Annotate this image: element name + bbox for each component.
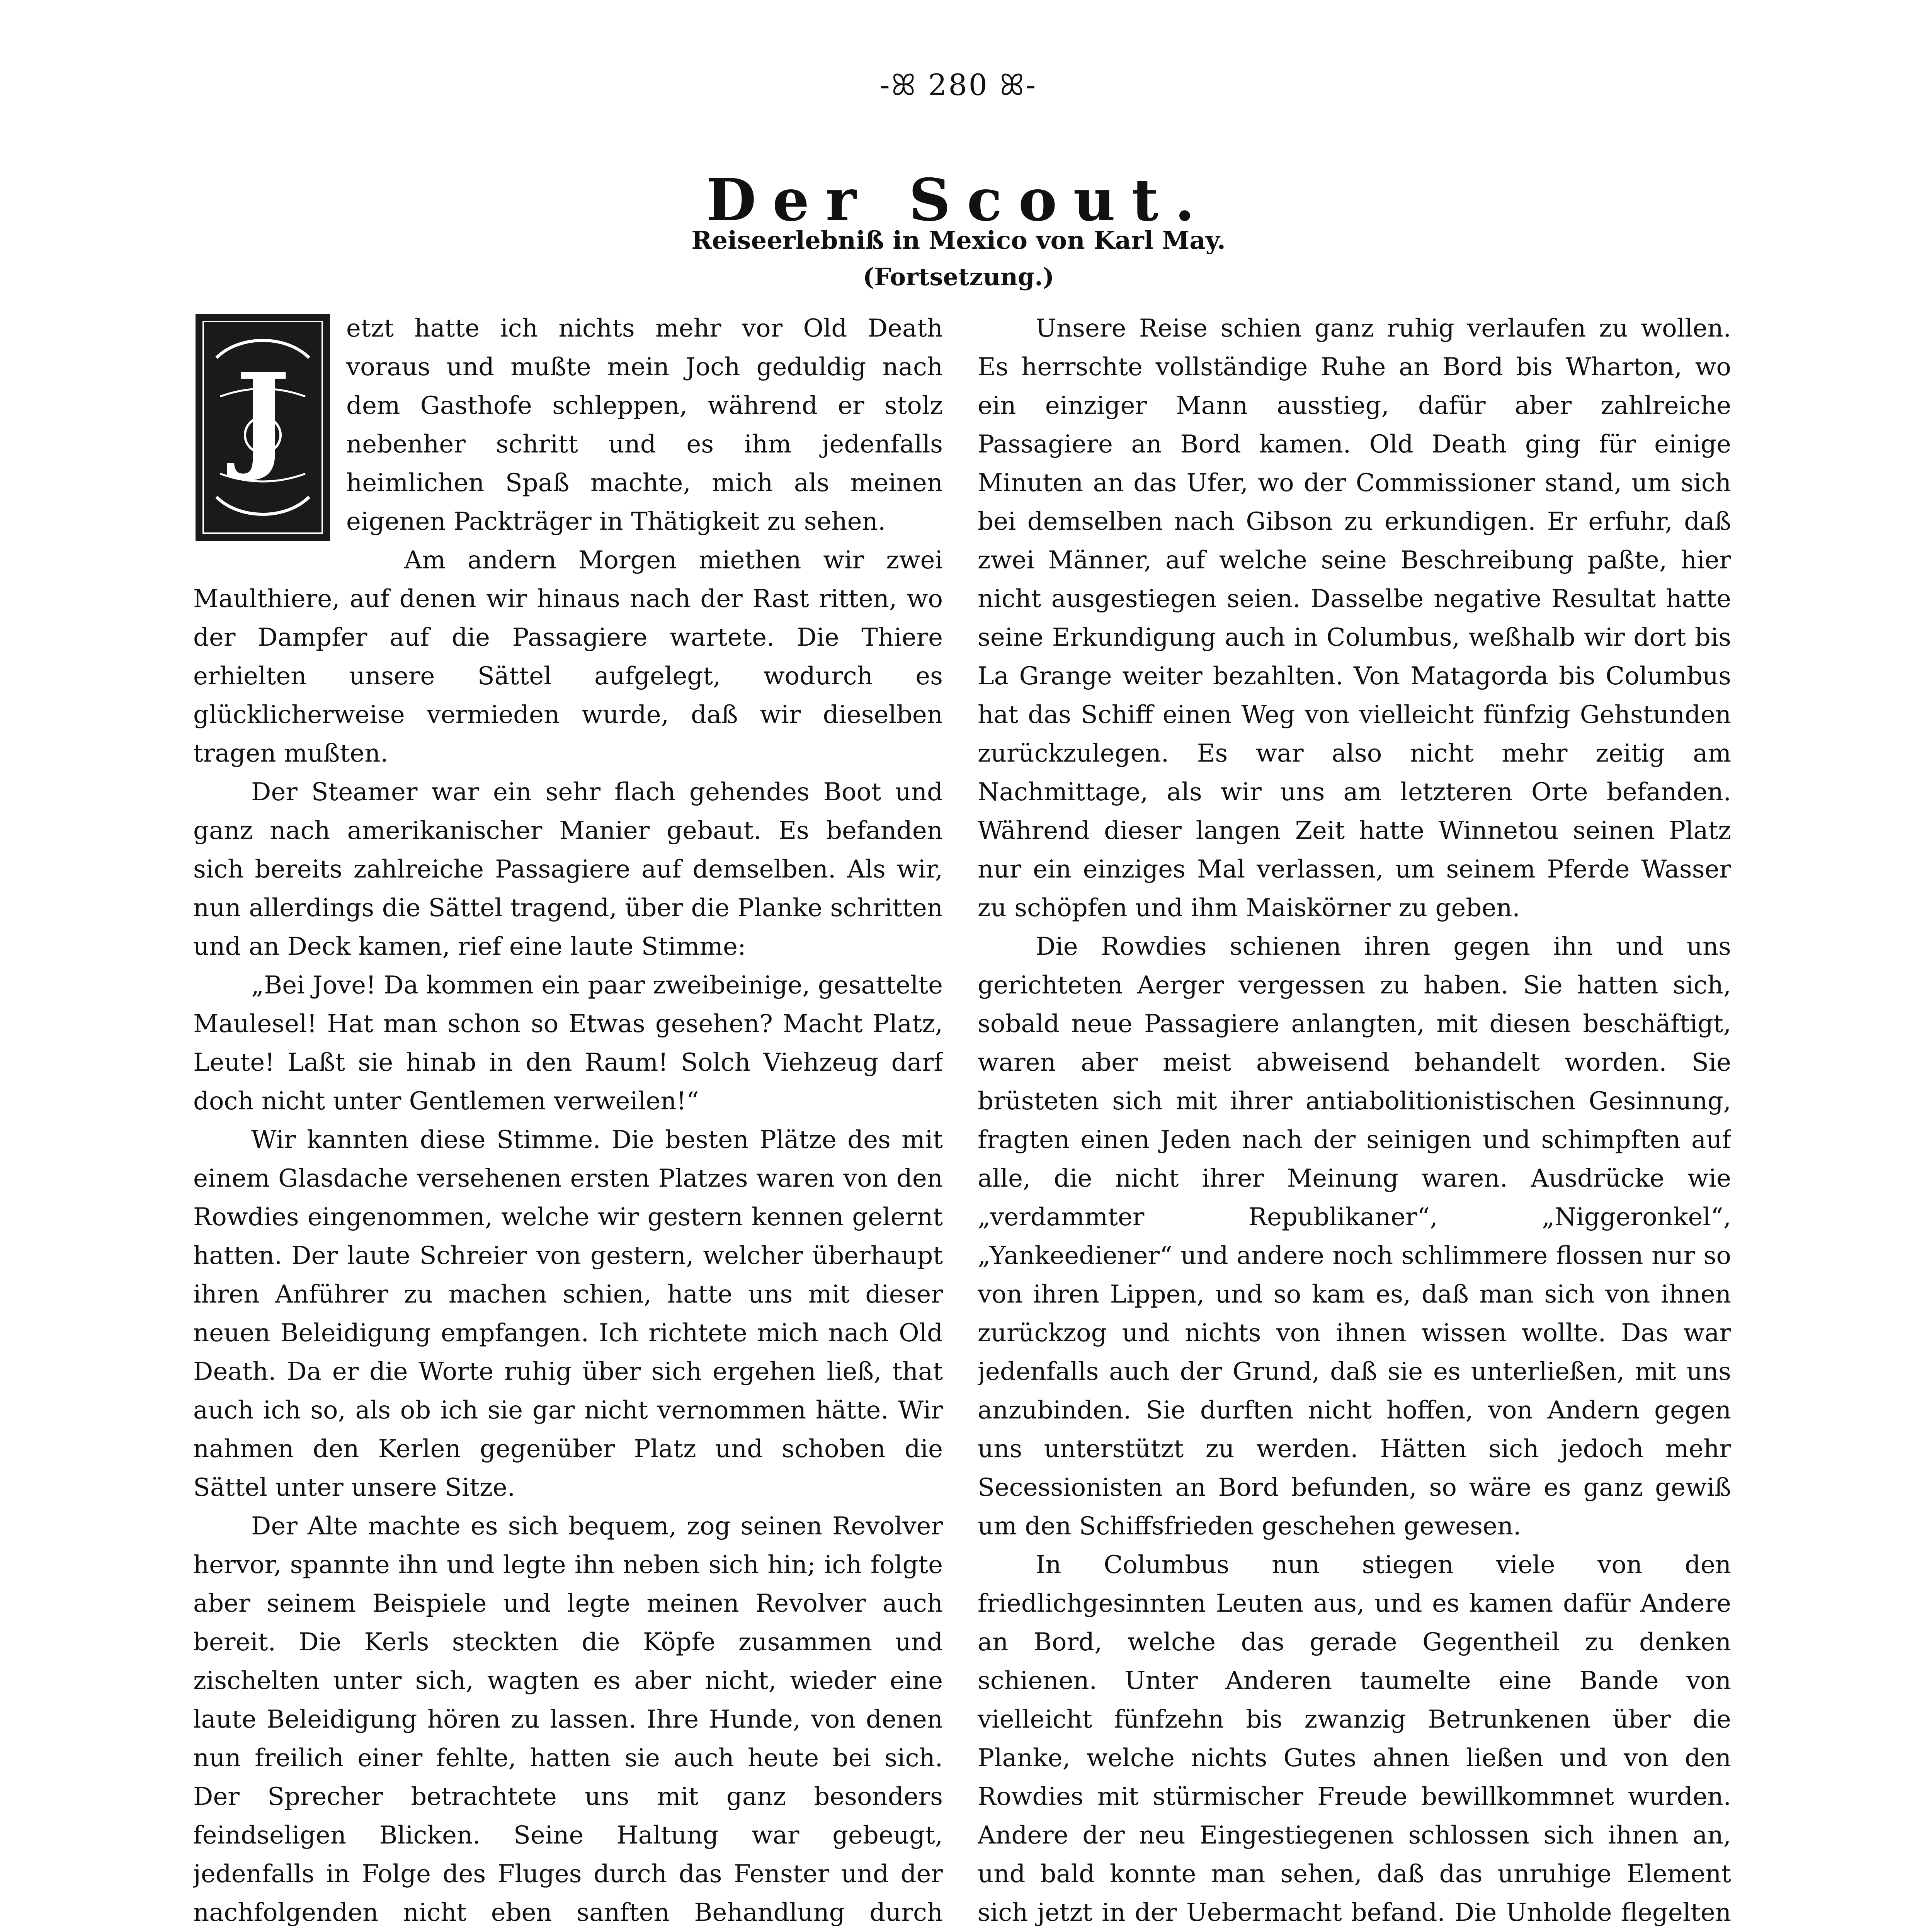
paragraph: „Bei Jove! Da kommen ein paar zweibeinige, gesattelte Maulesel! Hat man schon so Etwas gesehen? Macht Platz, Leute! Laßt sie hinab in den Raum! Solch Viehzeug darf doch nicht unter Gentlemen verweilen!“ (193, 971, 943, 1116)
drop-cap-ornament (193, 311, 332, 543)
paragraph: Der Alte machte es sich bequem, zog seinen Revolver hervor, spannte ihn und legte ihn neben sich hin; ich folgte aber seinem Beispiele und legte meinen Revolver auch bereit. Die Kerls steckten die Köpfe zusammen und zischelten unter sich, wagten es aber nicht, wieder eine laute Beleidigung hören zu lassen. Ihre Hunde, von denen nun freilich einer fehlte, hatten sie auch heute bei sich. Der Sprecher betrachtete uns mit ganz besonders feindseligen Blicken. Seine Haltung war gebeugt, jedenfalls in Folge des Fluges durch das Fenster und der nachfolgenden nicht eben sanften Behandlung durch (193, 1512, 943, 1927)
paragraph: Die Rowdies schienen ihren gegen ihn und uns gerichteten Aerger vergessen zu haben. Sie hatten sich, sobald neue Passagiere anlangten, mit diesen beschäftigt, waren aber meist abweisend behandelt worden. Sie brüsteten sich mit ihrer antiabolitionistischen Gesinnung, fragten einen Jeden nach der seinigen und schimpften auf alle, die nicht ihrer Meinung waren. Ausdrücke wie „verdammter Republikaner“, „Niggeronkel“, „Yankeediener“ und andere noch schlimmere flossen nur so von ihren Lippen, und so kam es, daß man sich von ihnen zurückzog und nichts von ihnen wissen wollte. Das war jedenfalls auch der Grund, daß sie es unterließen, mit uns anzubinden. Sie durften nicht hoffen, von Andern gegen uns unterstützt zu werden. Hätten sich jedoch mehr Secessionisten an Bord befunden, so wäre es ganz gewiß um den Schiffsfrieden geschehen gewesen. (978, 932, 1731, 1541)
paragraph: Der Steamer war ein sehr flach gehendes Boot und ganz nach amerikanischer Manier gebaut. Es befanden sich bereits zahlreiche Passagiere auf demselben. Als wir, nun allerdings die Sättel tragend, über die Planke schritten und an Deck kamen, rief eine laute Stimme: (193, 778, 943, 961)
paragraph: Am andern Morgen miethen wir zwei Maulthiere, auf denen wir hinaus nach der Rast ritten, wo der Dampfer auf die Passagiere wartete. Die Thiere erhielten unsere Sättel aufgelegt, wodurch es glücklicherweise vermieden wurde, daß wir dieselben tragen mußten. (193, 546, 943, 768)
drop-cap-ornament-icon (193, 311, 332, 543)
article-title: Der Scout. (706, 166, 1211, 234)
article-subtitle: Reiseerlebniß in Mexico von Karl May. (691, 226, 1226, 255)
page-number: -ꕤ 280 ꕤ- (879, 68, 1038, 102)
right-column (978, 309, 1731, 1932)
continued-note: (Fortsetzung.) (862, 263, 1055, 291)
left-column (193, 309, 943, 1932)
paragraph: In Columbus nun stiegen viele von den friedlichgesinnten Leuten aus, und es kamen dafür Andere an Bord, welche das gerade Gegentheil zu denken schienen. Unter Anderen taumelte eine Bande von vielleicht fünfzehn bis zwanzig Betrunkenen über die Planke, welche nichts Gutes ahnen ließen und von den Rowdies mit stürmischer Freude bewillkommnet wurden. Andere der neu Eingestiegenen schlossen sich ihnen an, und bald konnte man sehen, daß das unruhige Element sich jetzt in der Uebermacht befand. Die Unholde flegelten (978, 1551, 1731, 1927)
paragraph: Wir kannten diese Stimme. Die besten Plätze des mit einem Glasdache versehenen ersten Platzes waren von den Rowdies eingenommen, welche wir gestern kennen gelernt hatten. Der laute Schreier von gestern, welcher überhaupt ihren Anführer zu machen schien, hatte uns mit dieser neuen Beleidigung empfangen. Ich richtete mich nach Old Death. Da er die Worte ruhig über sich ergehen ließ, that auch ich so, als ob ich sie gar nicht vernommen hätte. Wir nahmen den Kerlen gegenüber Platz und schoben die Sättel unter unsere Sitze. (193, 1126, 943, 1502)
drop-cap-letter: J (235, 347, 290, 484)
paragraph: Unsere Reise schien ganz ruhig verlaufen zu wollen. Es herrschte vollständige Ruhe an Bord bis Wharton, wo ein einziger Mann ausstieg, dafür aber zahlreiche Passagiere an Bord kamen. Old Death ging für einige Minuten an das Ufer, wo der Commissioner stand, um sich bei demselben nach Gibson zu erkundigen. Er erfuhr, daß zwei Männer, auf welche seine Beschreibung paßte, hier nicht ausgestiegen seien. Dasselbe negative Resultat hatte seine Erkundigung auch in Columbus, weßhalb wir dort bis La Grange weiter bezahlten. Von Matagorda bis Columbus hat das Schiff einen Weg von vielleicht fünfzig Gehstunden zurückzulegen. Es war also nicht mehr zeitig am Nachmittage, als wir uns am letzteren Orte befanden. Während dieser langen Zeit hatte Winnetou seinen Platz nur ein einziges Mal verlassen, um seinem Pferde Wasser zu schöpfen und ihm Maiskörner zu geben. (978, 314, 1731, 922)
paragraph: etzt hatte ich nichts mehr vor Old Death voraus und mußte mein Joch geduldig nach dem Gasthofe schleppen, während er stolz nebenher schritt und es ihm jedenfalls heimlichen Spaß machte, mich als meinen eigenen Packträger in Thätigkeit zu sehen. (346, 314, 943, 536)
